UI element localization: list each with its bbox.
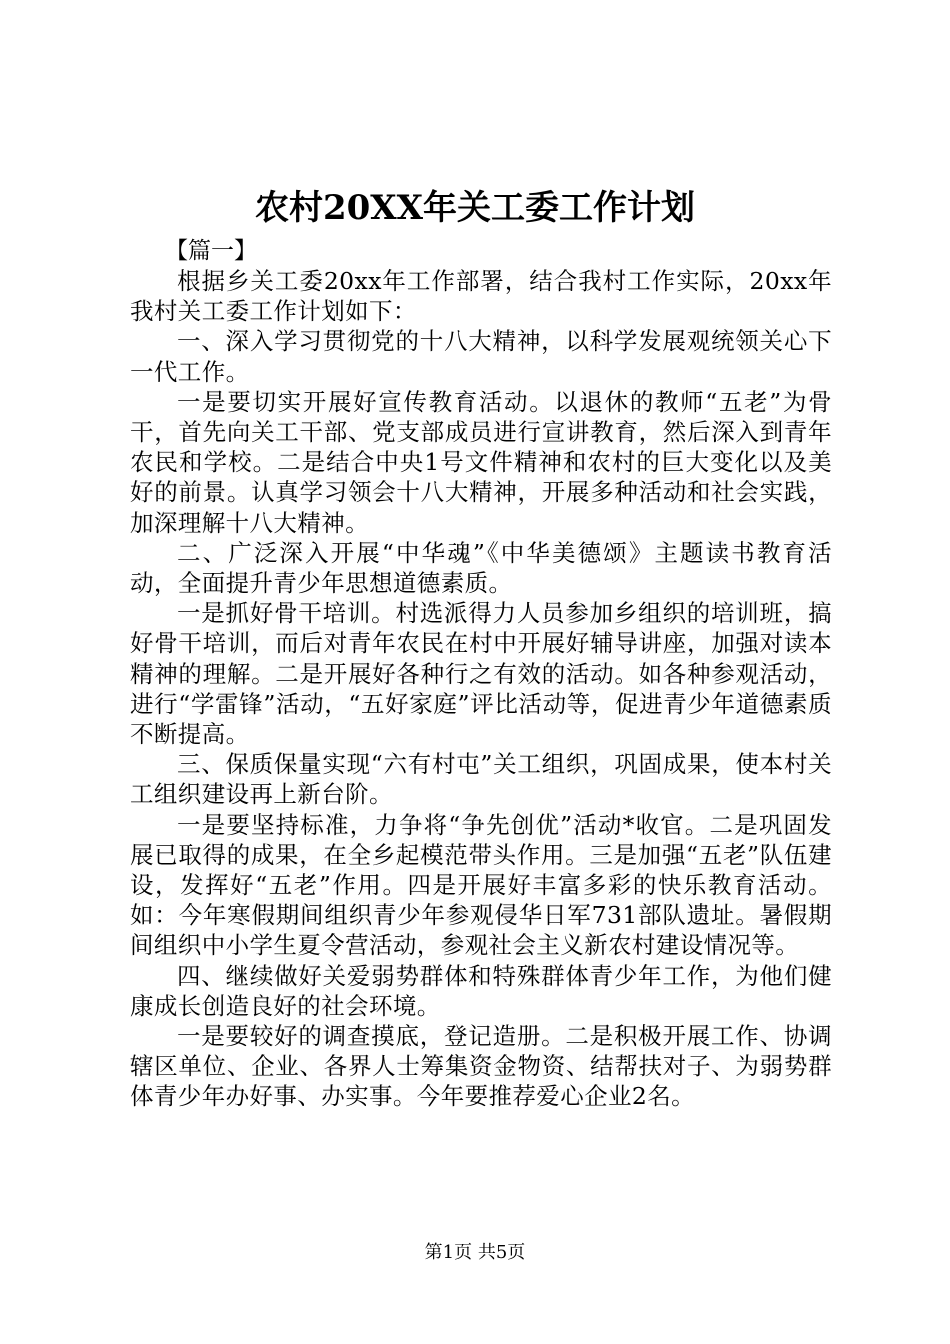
paragraph: 一、深入学习贯彻党的十八大精神，以科学发展观统领关心下一代工作。 xyxy=(130,327,832,386)
paragraph: 根据乡关工委20xx年工作部署，结合我村工作实际，20xx年我村关工委工作计划如下： xyxy=(130,267,832,326)
page-number-footer: 第1页 共5页 xyxy=(424,1242,526,1263)
section-label: 【篇一】 xyxy=(165,238,257,264)
paragraph: 二、广泛深入开展“中华魂”《中华美德颂》主题读书教育活动，全面提升青少年思想道德素质。 xyxy=(130,538,832,598)
paragraph: 四、继续做好关爱弱势群体和特殊群体青少年工作，为他们健康成长创造良好的社会环境。 xyxy=(130,961,832,1020)
paragraph: 三、保质保量实现“六有村屯”关工组织，巩固成果，使本村关工组织建设再上新台阶。 xyxy=(130,750,832,809)
document-body xyxy=(130,266,832,1112)
paragraph: 一是抓好骨干培训。村选派得力人员参加乡组织的培训班，搞好骨干培训，而后对青年农民在村中开展好辅导讲座，加强对读本精神的理解。二是开展好各种行之有效的活动。如各种参观活动，进行“学雷锋”活动，“五好家庭”评比活动等，促进青少年道德素质不断提高。 xyxy=(130,599,832,749)
paragraph: 一是要坚持标准，力争将“争先创优”活动*收官。二是巩固发展已取得的成果，在全乡起模范带头作用。三是加强“五老”队伍建设，发挥好“五老”作用。四是开展好丰富多彩的快乐教育活动。如：今年寒假期间组织青少年参观侵华日军731部队遗址。暑假期间组织中小学生夏令营活动，参观社会主义新农村建设情况等。 xyxy=(130,810,832,960)
paragraph: 一是要切实开展好宣传教育活动。以退休的教师“五老”为骨干，首先向关工干部、党支部成员进行宣讲教育，然后深入到青年农民和学校。二是结合中央1号文件精神和农村的巨大变化以及美好的前景。认真学习领会十八大精神，开展多种活动和社会实践，加深理解十八大精神。 xyxy=(130,387,832,537)
document-title: 农村20XX年关工委工作计划 xyxy=(254,188,696,228)
paragraph: 一是要较好的调查摸底，登记造册。二是积极开展工作、协调辖区单位、企业、各界人士筹集资金物资、结帮扶对子、为弱势群体青少年办好事、办实事。今年要推荐爱心企业2名。 xyxy=(130,1022,832,1111)
